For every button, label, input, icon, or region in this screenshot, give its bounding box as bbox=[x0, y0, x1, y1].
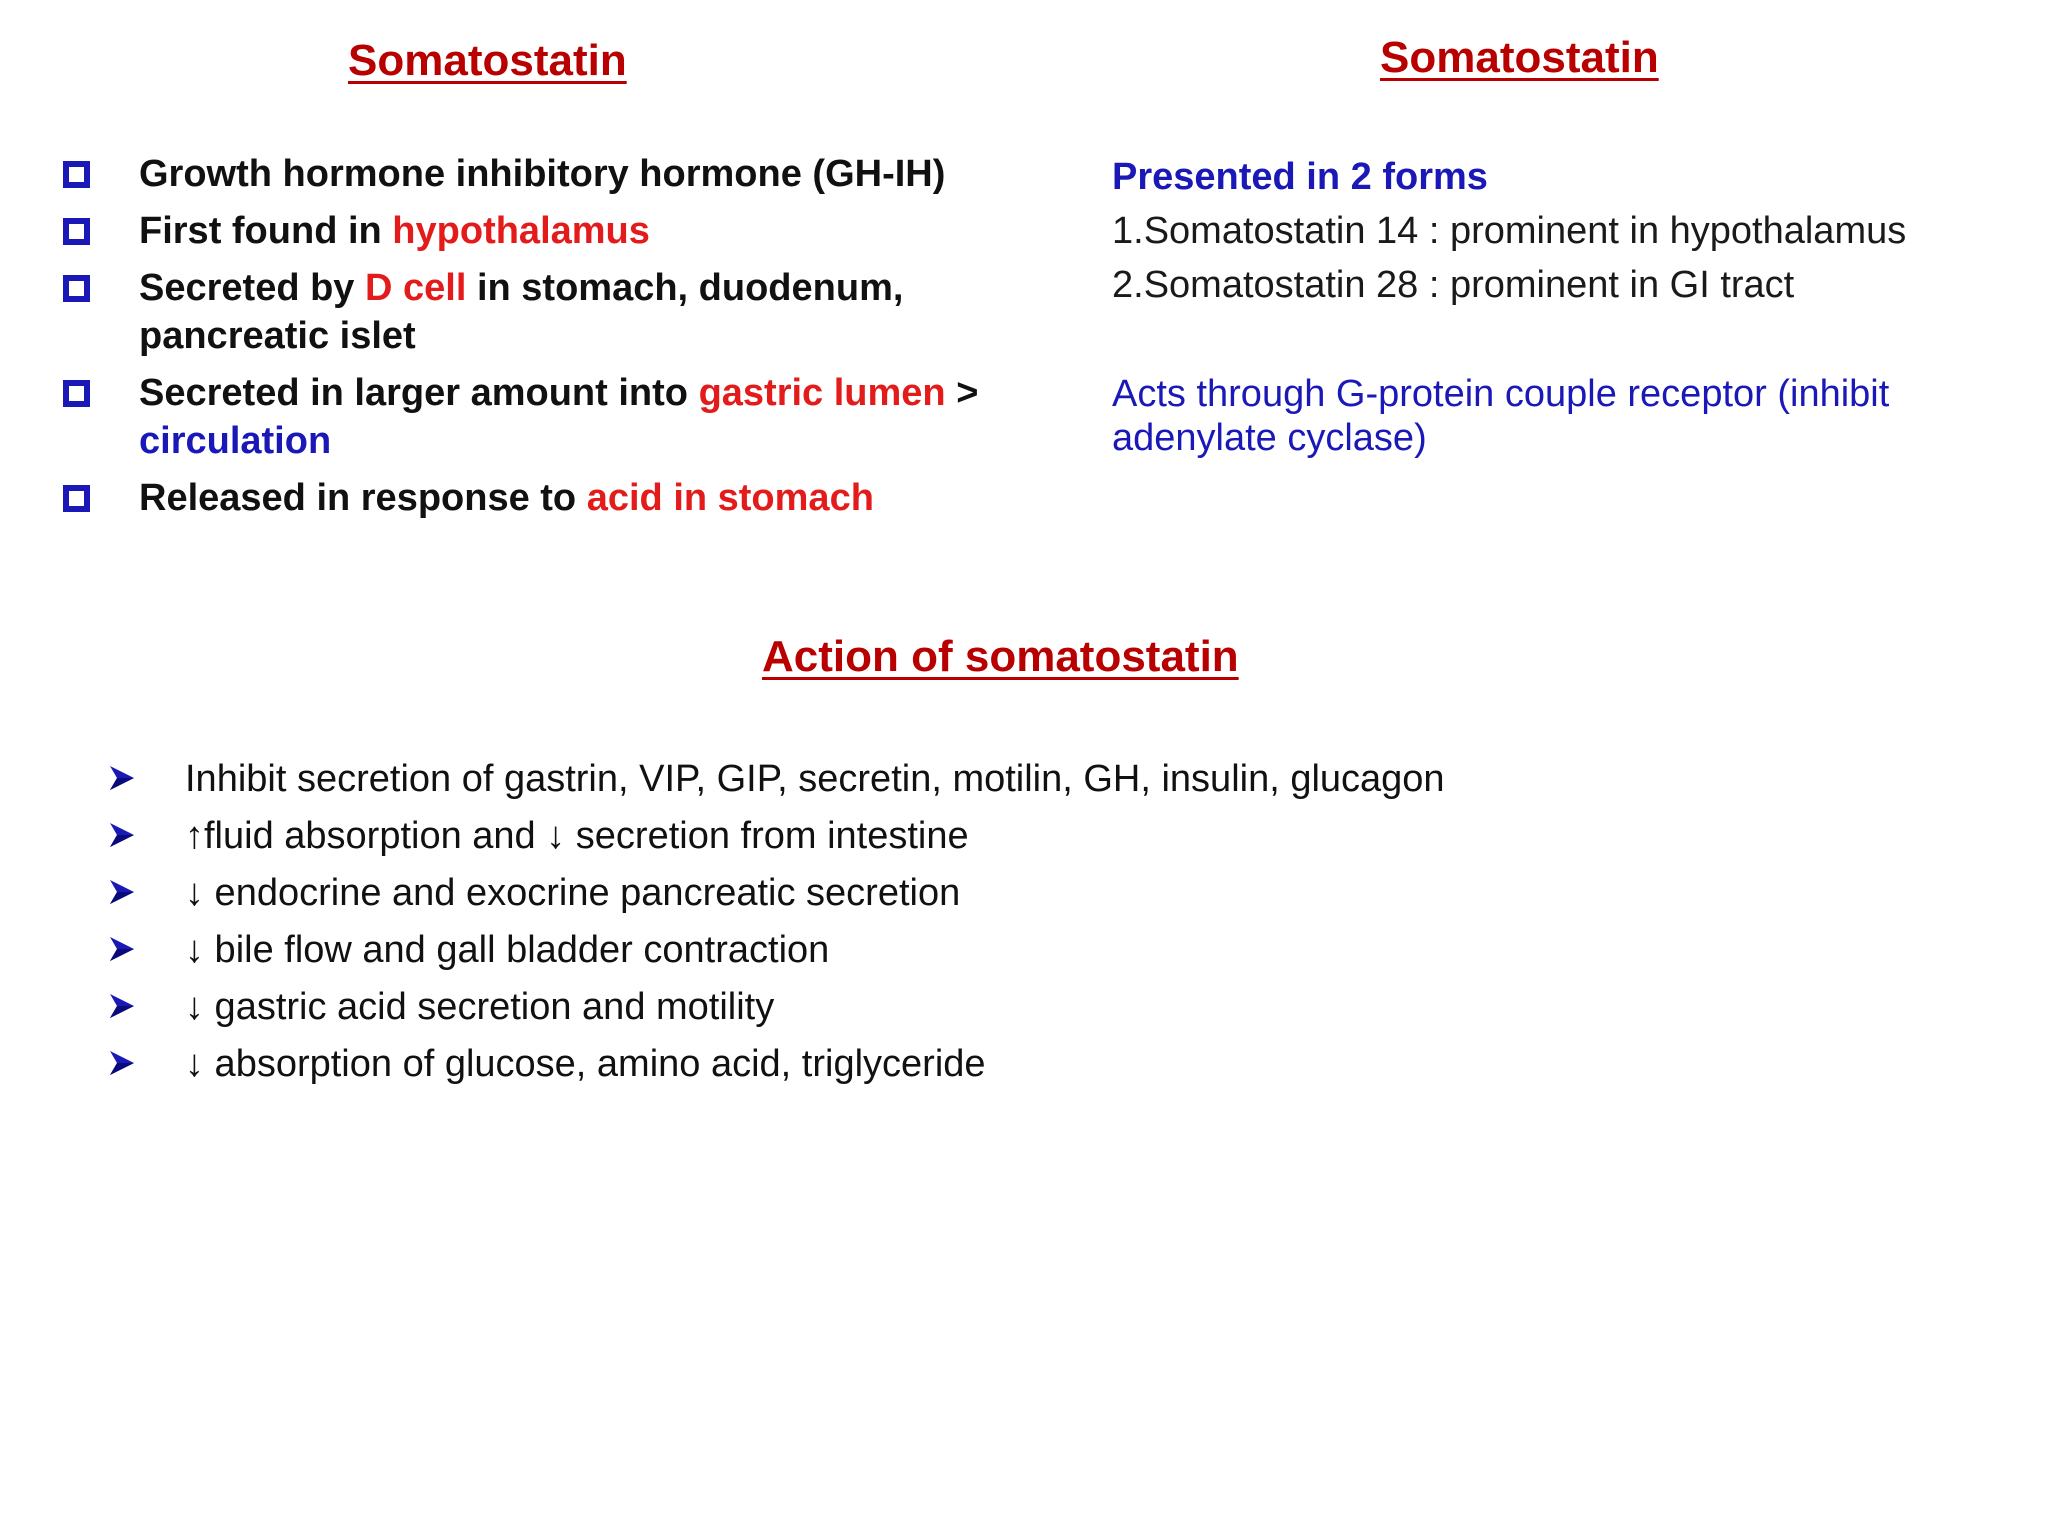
arrowhead-bullet-icon bbox=[108, 764, 136, 792]
list-item bbox=[0, 811, 1800, 861]
arrowhead-bullet-icon bbox=[108, 1049, 136, 1077]
item-text: in stomach, duodenum, pancreatic islet bbox=[139, 267, 904, 357]
item-text: > bbox=[945, 372, 979, 414]
forms-heading: Presented in 2 forms bbox=[1112, 156, 1488, 198]
form-item: 2.Somatostatin 28 : prominent in GI tract bbox=[1112, 264, 1795, 306]
list-item bbox=[0, 1039, 1800, 1089]
item-text: First found in bbox=[139, 210, 393, 252]
arrowhead-bullet-icon bbox=[108, 821, 136, 849]
arrowhead-bullet-icon bbox=[108, 878, 136, 906]
list-item bbox=[0, 868, 1800, 918]
highlight-text: circulation bbox=[139, 420, 332, 462]
list-item bbox=[0, 474, 1040, 522]
left-bullet-list bbox=[0, 150, 1040, 531]
highlight-text: acid in stomach bbox=[586, 477, 874, 519]
highlight-text: gastric lumen bbox=[698, 372, 946, 414]
hollow-square-bullet-icon bbox=[63, 380, 90, 407]
action-text: ↓ endocrine and exocrine pancreatic secretion bbox=[185, 872, 961, 914]
receptor-note: Acts through G-protein couple receptor (inhibit adenylate cyclase) bbox=[1112, 373, 1890, 459]
list-item bbox=[0, 925, 1800, 975]
right-title: Somatostatin bbox=[1380, 33, 1659, 82]
highlight-text: hypothalamus bbox=[392, 210, 650, 252]
hollow-square-bullet-icon bbox=[63, 161, 90, 188]
list-item bbox=[0, 264, 1040, 360]
action-text: ↓ gastric acid secretion and motility bbox=[185, 986, 775, 1028]
highlight-text: D cell bbox=[365, 267, 467, 309]
actions-list bbox=[0, 754, 1800, 1096]
form-item: 1.Somatostatin 14 : prominent in hypothalamus bbox=[1112, 210, 1907, 252]
list-item bbox=[0, 369, 1040, 465]
action-text: Inhibit secretion of gastrin, VIP, GIP, secretin, motilin, GH, insulin, glucagon bbox=[185, 758, 1445, 800]
list-item bbox=[0, 982, 1800, 1032]
action-text: ↓ bile flow and gall bladder contraction bbox=[185, 929, 830, 971]
item-text: Secreted in larger amount into bbox=[139, 372, 699, 414]
list-item bbox=[0, 754, 1800, 804]
item-text: Growth hormone inhibitory hormone (GH-IH) bbox=[139, 153, 946, 195]
list-item bbox=[0, 207, 1040, 255]
action-text: ↑fluid absorption and ↓ secretion from intestine bbox=[185, 815, 969, 857]
actions-title: Action of somatostatin bbox=[762, 632, 1239, 681]
arrowhead-bullet-icon bbox=[108, 992, 136, 1020]
action-text: ↓ absorption of glucose, amino acid, triglyceride bbox=[185, 1043, 986, 1085]
item-text: Released in response to bbox=[139, 477, 587, 519]
hollow-square-bullet-icon bbox=[63, 218, 90, 245]
hollow-square-bullet-icon bbox=[63, 485, 90, 512]
right-column bbox=[1112, 150, 2012, 460]
hollow-square-bullet-icon bbox=[63, 275, 90, 302]
left-title: Somatostatin bbox=[348, 36, 627, 85]
list-item bbox=[0, 150, 1040, 198]
item-text: Secreted by bbox=[139, 267, 365, 309]
arrowhead-bullet-icon bbox=[108, 935, 136, 963]
